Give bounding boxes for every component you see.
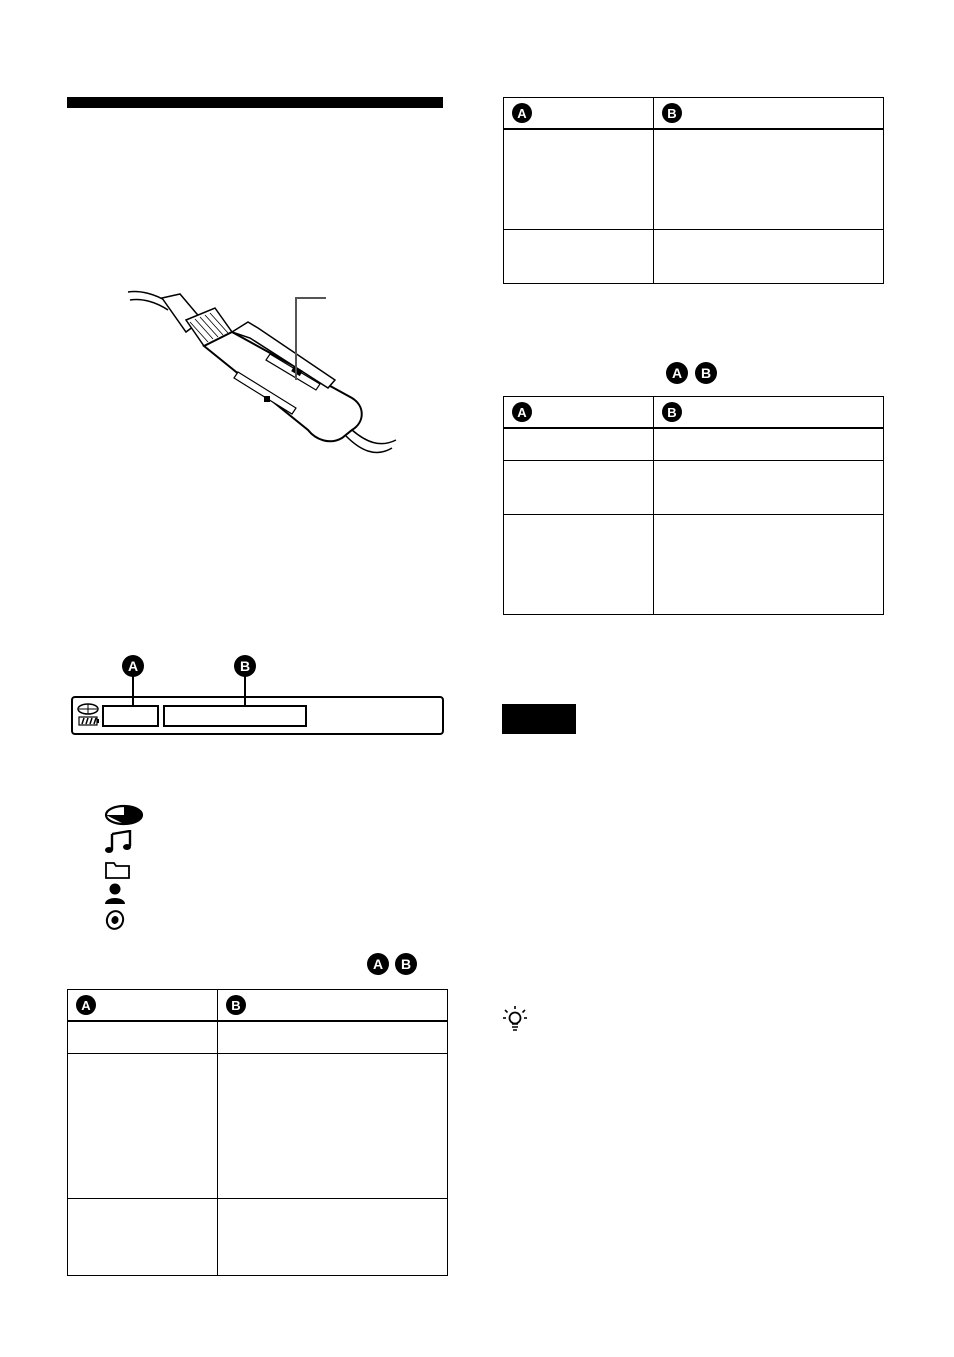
lightbulb-icon: [502, 1005, 528, 1033]
section-heading-bar: [67, 97, 443, 108]
artist-icon: [104, 882, 126, 906]
right-table-2-header-a: A: [504, 397, 654, 429]
table-row: [504, 229, 884, 283]
cd-icon: [104, 804, 144, 826]
battery-icon: [78, 716, 100, 726]
table-row: [504, 428, 884, 460]
table-row: [68, 1198, 448, 1275]
table-row: [68, 1053, 448, 1198]
remote-control-illustration: [120, 280, 405, 470]
left-table-header-b: B: [218, 990, 448, 1022]
table-row: [504, 514, 884, 614]
display-segment-a: [102, 705, 159, 727]
right-table-2: [503, 396, 884, 615]
heading-marker-a-right: A: [666, 362, 688, 384]
right-table-1-header-a: A: [504, 98, 654, 130]
table-row: [504, 129, 884, 229]
display-label-a: A: [122, 655, 144, 677]
folder-icon: [104, 859, 132, 881]
table-row: [504, 460, 884, 514]
heading-marker-a-left: A: [367, 953, 389, 975]
note-label-box: [502, 704, 576, 734]
left-table-header-a: A: [68, 990, 218, 1022]
right-table-1: [503, 97, 884, 284]
heading-marker-b-left: B: [395, 953, 417, 975]
left-table: [67, 989, 448, 1276]
heading-marker-b-right: B: [695, 362, 717, 384]
group-icon: [104, 908, 126, 932]
display-segment-b: [163, 705, 307, 727]
right-table-2-header-b: B: [654, 397, 884, 429]
table-row: [68, 1021, 448, 1053]
music-note-icon: [104, 830, 134, 854]
right-table-1-header-b: B: [654, 98, 884, 130]
display-label-b: B: [234, 655, 256, 677]
